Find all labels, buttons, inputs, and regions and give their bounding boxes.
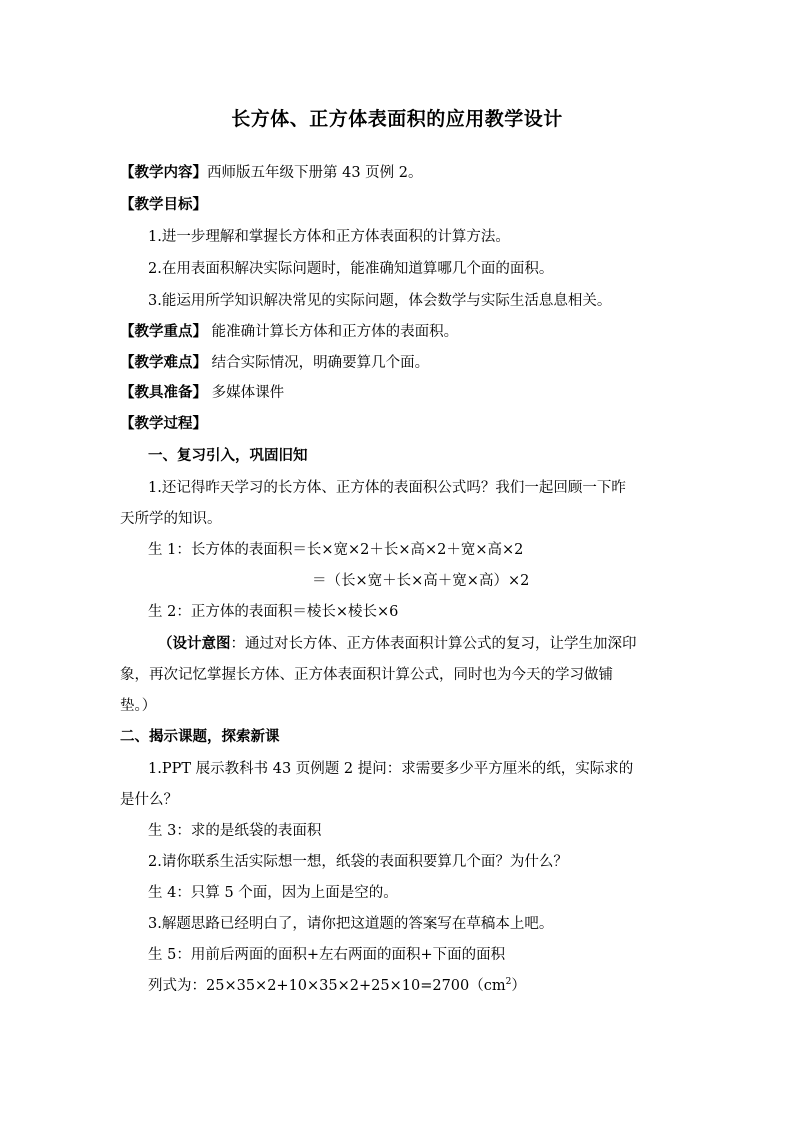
difficulty-label: 【教学难点】 <box>120 354 207 371</box>
design-intent-line1 <box>158 634 718 654</box>
teaching-content-label: 【教学内容】 <box>120 164 207 181</box>
prep-label: 【教具准备】 <box>120 384 207 401</box>
section1-question1-line2: 天所学的知识。 <box>120 511 222 527</box>
key-point-text: 能准确计算长方体和正方体的表面积。 <box>207 324 459 340</box>
formula-superscript: 2 <box>505 977 512 988</box>
prep-text: 多媒体课件 <box>207 385 285 401</box>
goal-item-2: 2.在用表面积解决实际问题时，能准确知道算哪几个面的面积。 <box>148 261 554 277</box>
goal-item-1: 1.进一步理解和掌握长方体和正方体表面积的计算方法。 <box>148 229 510 245</box>
goal-item-3: 3.能运用所学知识解决常见的实际问题，体会数学与实际生活息息相关。 <box>148 293 612 309</box>
section2-question1-line2: 是什么？ <box>120 792 178 808</box>
section2-heading: 二、揭示课题，探索新课 <box>120 728 280 745</box>
section1-question1-line1: 1.还记得昨天学习的长方体、正方体的表面积公式吗？我们一起回顾一下昨 <box>148 480 626 496</box>
process-label: 【教学过程】 <box>120 415 207 432</box>
teaching-content-text: 西师版五年级下册第 43 页例 2。 <box>207 165 423 181</box>
key-point-line <box>120 322 680 342</box>
student2-answer: 生 2：正方体的表面积＝棱长×棱长×6 <box>148 604 399 620</box>
teaching-content-line <box>120 163 680 183</box>
design-intent-line2: 象，再次记忆掌握长方体、正方体表面积计算公式，同时也为今天的学习做铺 <box>120 667 613 683</box>
design-intent-text-1: ：通过对长方体、正方体表面积计算公式的复习，让学生加深印 <box>230 636 637 652</box>
student4-answer: 生 4：只算 5 个面，因为上面是空的。 <box>148 885 398 901</box>
section2-question2: 2.请你联系生活实际想一想，纸袋的表面积要算几个面？为什么？ <box>148 854 568 870</box>
formula-line <box>148 976 708 996</box>
document-title: 长方体、正方体表面积的应用教学设计 <box>231 108 563 130</box>
student1-answer-line2: ＝（长×宽＋长×高＋宽×高）×2 <box>312 573 530 589</box>
key-point-label: 【教学重点】 <box>120 323 207 340</box>
student3-answer: 生 3：求的是纸袋的表面积 <box>148 823 322 839</box>
section2-question3: 3.解题思路已经明白了，请你把这道题的答案写在草稿本上吧。 <box>148 916 554 932</box>
student5-answer: 生 5：用前后两面的面积+左右两面的面积+下面的面积 <box>148 947 506 963</box>
design-intent-line3: 垫。） <box>120 698 157 714</box>
difficulty-text: 结合实际情况，明确要算几个面。 <box>207 355 430 371</box>
prep-line <box>120 383 680 403</box>
section1-heading: 一、复习引入，巩固旧知 <box>148 447 308 464</box>
teaching-goals-line <box>120 195 680 215</box>
student1-answer-line1: 生 1：长方体的表面积＝长×宽×2＋长×高×2＋宽×高×2 <box>148 542 524 558</box>
process-line <box>120 414 680 434</box>
difficulty-line <box>120 353 680 373</box>
design-intent-label: （设计意图 <box>158 635 231 652</box>
formula-text: 列式为：25×35×2+10×35×2+25×10=2700（cm <box>148 978 506 994</box>
formula-end: ） <box>511 978 526 994</box>
teaching-goals-label: 【教学目标】 <box>120 196 207 213</box>
section2-question1-line1: 1.PPT 展示教科书 43 页例题 2 提问：求需要多少平方厘米的纸，实际求的 <box>148 761 634 777</box>
